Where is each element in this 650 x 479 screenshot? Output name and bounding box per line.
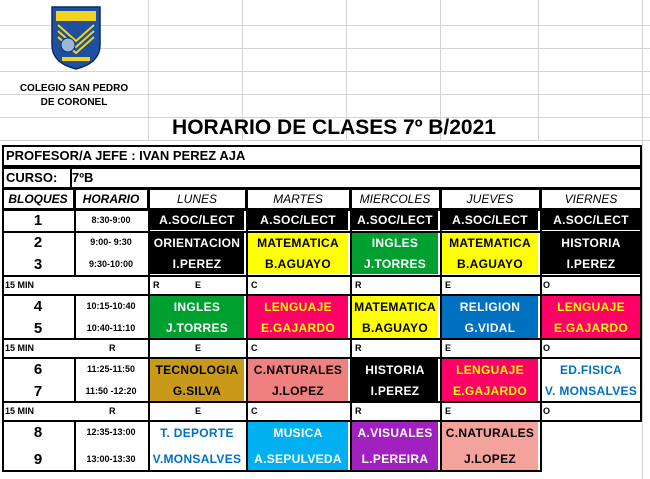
class-teacher: V.MONSALVES [152, 452, 242, 466]
break-letter: C [251, 343, 258, 353]
curso-box [2, 167, 642, 189]
break-letter: O [543, 406, 551, 416]
class-subject: LENGUAJE [557, 299, 625, 314]
class-subject: LENGUAJE [456, 362, 524, 377]
class-subject: A.VISUALES [357, 426, 433, 440]
class-teacher: E.GAJARDO [553, 320, 629, 335]
horario-time: 9:30-10:00 [88, 259, 134, 269]
class-teacher: E.GAJARDO [260, 320, 336, 335]
class-cell: A.SOC/LECT [352, 210, 438, 230]
horario-time: 8:30-9:00 [91, 215, 131, 225]
break-letter: R [355, 406, 362, 416]
class-subject: HISTORIA [561, 235, 621, 250]
horario-time: 13:00-13:30 [86, 454, 136, 464]
break-letter: E [195, 343, 202, 353]
header-miercoles: MIERCOLES [350, 189, 440, 209]
class-teacher: G.VIDAL [464, 320, 516, 335]
class-cell: A.SOC/LECT [542, 210, 640, 230]
class-subject: RELIGION [459, 299, 521, 314]
horario-time: 11:25-11:50 [86, 364, 136, 374]
profesor-jefe-box [2, 145, 642, 167]
class-subject: LENGUAJE [264, 299, 332, 314]
class-cell: A.SOC/LECT [248, 210, 348, 230]
school-crest-logo [50, 5, 102, 71]
bloque-number: 2 [33, 233, 43, 251]
class-teacher: J.TORRES [165, 320, 229, 335]
bloque-number: 4 [33, 297, 43, 315]
class-teacher: J.LOPEZ [271, 383, 325, 398]
class-subject: ED.FISICA [559, 362, 623, 377]
class-teacher: J.TORRES [363, 256, 427, 271]
class-teacher: I.PEREZ [370, 383, 420, 398]
class-subject: T. DEPORTE [160, 426, 234, 440]
break-label: 15 MIN [5, 406, 35, 416]
class-subject: MUSICA [273, 426, 323, 440]
class-teacher: E.GAJARDO [452, 383, 528, 398]
page-title: HORARIO DE CLASES 7º B/2021 [172, 116, 496, 139]
break-letter: E [195, 280, 202, 290]
class-teacher: B.AGUAYO [265, 256, 331, 271]
class-cell: A.SOC/LECT [442, 210, 538, 230]
break-label: 15 MIN [5, 280, 35, 290]
school-name-line2: DE CORONEL [40, 97, 108, 108]
bloque-number: 3 [33, 255, 43, 273]
curso-label: CURSO: [6, 170, 58, 185]
grid-line [538, 0, 539, 140]
break-letter: R [109, 406, 116, 416]
break-letter: C [251, 280, 258, 290]
horario-time: 12:35-13:00 [86, 427, 136, 437]
class-cell: A.SOC/LECT [150, 210, 244, 230]
profesor-jefe-text: PROFESOR/A JEFE : IVAN PEREZ AJA [6, 148, 246, 163]
bloque-number: 7 [33, 382, 43, 400]
grid-line [0, 71, 650, 72]
break-letter: E [195, 406, 202, 416]
class-teacher: L.PEREIRA [361, 452, 429, 466]
break-label: 15 MIN [5, 343, 35, 353]
class-subject: TECNOLOGIA [155, 362, 239, 377]
bloque-number: 9 [33, 450, 43, 468]
class-teacher: A.SEPULVEDA [254, 452, 342, 466]
horario-time: 9:00- 9:30 [90, 237, 132, 247]
class-subject: HISTORIA [365, 362, 425, 377]
header-horario: HORARIO [74, 189, 148, 209]
break-letter: E [445, 406, 452, 416]
break-letter: R [109, 343, 116, 353]
class-subject: MATEMATICA [449, 235, 531, 250]
bloque-number: 6 [33, 360, 43, 378]
class-teacher: V. MONSALVES [544, 383, 638, 398]
break-letter: E [445, 280, 452, 290]
break-letter: E [445, 343, 452, 353]
break-letter: R [355, 343, 362, 353]
horario-time: 10:15-10:40 [86, 301, 136, 311]
class-subject: INGLES [371, 235, 419, 250]
curso-value: 7ºB [72, 170, 94, 185]
header-jueves: JUEVES [440, 189, 540, 209]
class-subject: C.NATURALES [445, 426, 535, 440]
header-martes: MARTES [246, 189, 350, 209]
header-lunes: LUNES [148, 189, 246, 209]
break-letter: O [543, 343, 551, 353]
header-bloques: BLOQUES [2, 189, 74, 209]
class-subject: C.NATURALES [253, 362, 343, 377]
class-subject: ORIENTACION [153, 235, 241, 250]
bloque-number: 5 [33, 319, 43, 337]
class-teacher: I.PEREZ [172, 256, 222, 271]
class-teacher: I.PEREZ [566, 256, 616, 271]
horario-time: 10:40-11:10 [86, 323, 136, 333]
class-subject: INGLES [173, 299, 221, 314]
break-letter: O [543, 280, 551, 290]
grid-line [0, 140, 650, 141]
bloque-number: 8 [33, 423, 43, 441]
class-teacher: B.AGUAYO [362, 320, 428, 335]
class-subject: MATEMATICA [257, 235, 339, 250]
class-subject: MATEMATICA [354, 299, 436, 314]
break-letter: R [355, 280, 362, 290]
school-name-line1: COLEGIO SAN PEDRO [19, 83, 129, 94]
horario-time: 11:50 -12:20 [85, 386, 137, 396]
header-viernes: VIERNES [540, 189, 642, 209]
bloque-number: 1 [33, 211, 43, 229]
break-letter: C [251, 406, 258, 416]
class-teacher: J.LOPEZ [463, 452, 517, 466]
break-letter: R [153, 280, 160, 290]
class-teacher: B.AGUAYO [457, 256, 523, 271]
class-teacher: G.SILVA [172, 383, 222, 398]
